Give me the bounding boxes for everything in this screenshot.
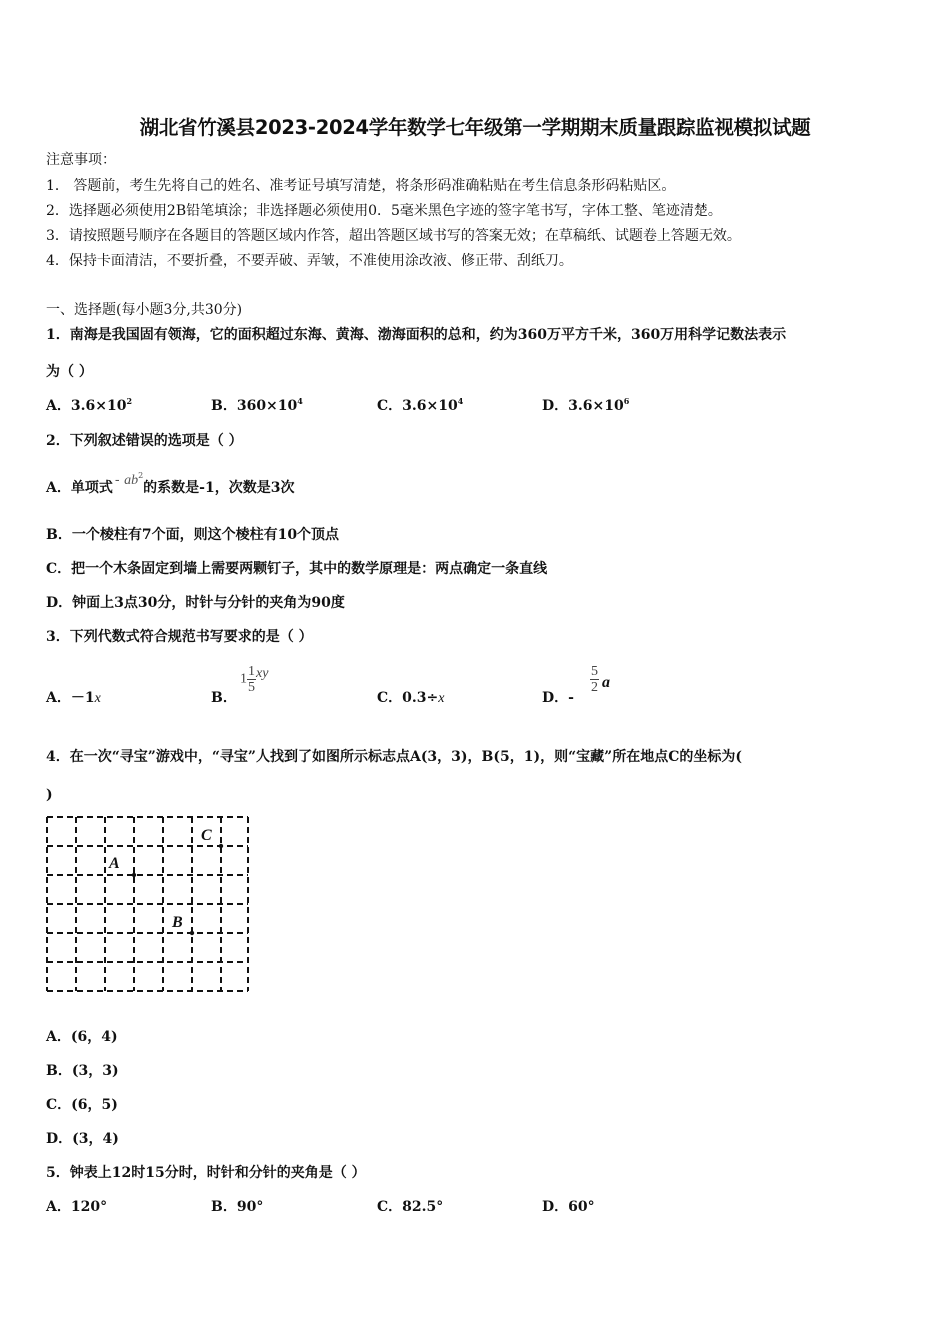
q1-option-d: D．$3.6\times 10^6$ <box>542 396 630 414</box>
notice-item-3: 3．请按照题号顺序在各题目的答题区域内作答，超出答题区域书写的答案无效；在草稿纸、试题卷上答题无效。 <box>46 228 741 244</box>
q4-stem-line1: 4．在一次“寻宝”游戏中，“寻宝”人找到了如图所示标志点A(3，3)，B(5，1)，则“宝藏”所在地点C的坐标为( <box>46 749 742 765</box>
q2-stem: 2．下列叙述错误的选项是（ ） <box>46 433 243 449</box>
q2-option-c: C．把一个木条固定到墙上需要两颗钉子，其中的数学原理是：两点确定一条直线 <box>46 561 548 577</box>
q3-option-b-expression: 1 $\frac{1}{5}$ xy <box>240 664 269 695</box>
notice-item-4: 4．保持卡面清洁，不要折叠，不要弄破、弄皱，不准使用涂改液、修正带、刮纸刀。 <box>46 253 573 269</box>
point-a <box>132 873 136 877</box>
q4-stem-line2: ) <box>46 787 53 803</box>
q3-option-a: A．－1x <box>46 690 101 706</box>
q1-option-b: B．$360\times 10^4$ <box>211 396 303 414</box>
q2-option-b: B．一个棱柱有7个面，则这个棱柱有10个顶点 <box>46 527 340 543</box>
point-c <box>219 844 223 848</box>
q2-option-d: D．钟面上3点30分，时针与分针的夹角为90度 <box>46 595 345 611</box>
q1-stem-line2: 为（ ） <box>46 364 93 380</box>
q4-option-a: A．(6，4) <box>46 1029 118 1045</box>
q3-option-c: C．0.3÷x <box>377 690 445 706</box>
q5-option-a: A．120° <box>46 1199 108 1215</box>
section-heading: 一、选择题(每小题3分,共30分) <box>46 302 243 318</box>
q4-option-c: C．(6，5) <box>46 1097 118 1113</box>
q2-option-a: A．单项式 - $ab^2$的系数是-1，次数是3次 <box>46 471 295 496</box>
q5-option-c: C．82.5° <box>377 1199 444 1215</box>
q1-option-a: A．$3.6\times 10^2$ <box>46 396 133 414</box>
q3-option-d: D．- <box>542 690 574 706</box>
q4-option-d: D．(3，4) <box>46 1131 119 1147</box>
notice-item-1: 1． 答题前，考生先将自己的姓名、准考证号填写清楚，将条形码准确粘贴在考生信息条形码粘贴区。 <box>46 178 676 194</box>
q3-stem: 3．下列代数式符合规范书写要求的是（ ） <box>46 629 313 645</box>
notice-heading: 注意事项： <box>46 152 116 168</box>
grid-lines <box>47 817 248 991</box>
label-b: B <box>172 914 183 931</box>
q1-option-c: C．$3.6\times 10^4$ <box>377 396 464 414</box>
page-title: 湖北省竹溪县2023-2024学年数学七年级第一学期期末质量跟踪监视模拟试题 <box>139 116 811 139</box>
q5-stem: 5．钟表上12时15分时，时针和分针的夹角是（ ） <box>46 1165 366 1181</box>
q1-stem-line1: 1．南海是我国固有领海，它的面积超过东海、黄海、渤海面积的总和，约为360万平方千米，360万用科学记数法表示 <box>46 327 787 343</box>
point-b <box>190 931 194 935</box>
notice-item-2: 2．选择题必须使用2B铅笔填涂；非选择题必须使用0．5毫米黑色字迹的签字笔书写，字体工整、笔迹清楚。 <box>46 203 722 219</box>
label-c: C <box>201 827 212 844</box>
q4-option-b: B．(3，3) <box>46 1063 119 1079</box>
q3-option-d-expression: $\frac{5}{2}$ a <box>591 664 610 695</box>
label-a: A <box>109 855 120 872</box>
treasure-grid-figure <box>45 815 251 995</box>
q5-option-d: D．60° <box>542 1199 595 1215</box>
q3-option-b: B． <box>211 690 237 706</box>
q5-option-b: B．90° <box>211 1199 264 1215</box>
